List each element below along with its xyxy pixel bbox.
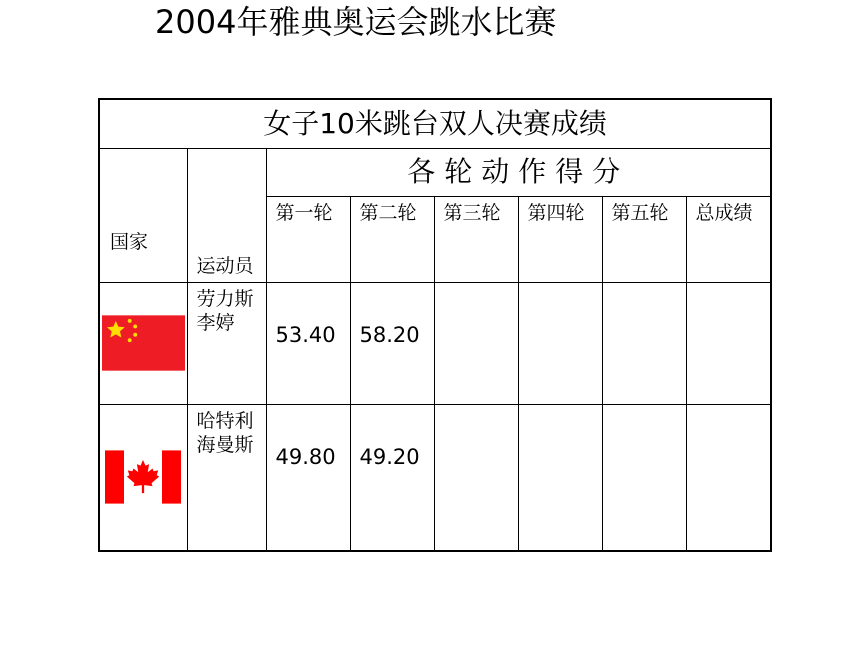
table-row — [99, 282, 771, 404]
score-cell: 49.20 — [350, 404, 434, 551]
score-cell — [518, 404, 602, 551]
score-cell — [434, 282, 518, 404]
total-cell — [686, 404, 771, 551]
athletes-cell — [187, 404, 266, 551]
canada-flag-icon — [105, 450, 181, 504]
athletes-cell — [187, 282, 266, 404]
athlete-name: 哈特利 — [196, 409, 254, 432]
table-caption: 女子10米跳台双人决赛成绩 — [99, 99, 771, 148]
results-table — [98, 98, 772, 552]
athlete-name: 李婷 — [196, 311, 235, 334]
country-cell — [99, 404, 187, 551]
round-5-header: 第五轮 — [602, 196, 686, 282]
score-cell: 53.40 — [266, 282, 350, 404]
athlete-name: 海曼斯 — [196, 433, 254, 456]
round-1-header: 第一轮 — [266, 196, 350, 282]
total-header: 总成绩 — [686, 196, 771, 282]
score-cell — [602, 404, 686, 551]
score-cell — [434, 404, 518, 551]
country-column-header: 国家 — [99, 148, 187, 282]
score-cell: 58.20 — [350, 282, 434, 404]
table-row — [99, 404, 771, 551]
round-2-header: 第二轮 — [350, 196, 434, 282]
athlete-name: 劳力斯 — [196, 287, 254, 310]
rounds-header: 各轮动作得分 — [266, 148, 771, 196]
slide-title: 2004年雅典奥运会跳水比赛 — [155, 3, 557, 41]
athlete-column-header: 运动员 — [187, 148, 266, 282]
score-cell: 49.80 — [266, 404, 350, 551]
country-cell — [99, 282, 187, 404]
score-cell — [602, 282, 686, 404]
china-flag-icon — [102, 312, 185, 374]
score-cell — [518, 282, 602, 404]
total-cell — [686, 282, 771, 404]
round-3-header: 第三轮 — [434, 196, 518, 282]
round-4-header: 第四轮 — [518, 196, 602, 282]
